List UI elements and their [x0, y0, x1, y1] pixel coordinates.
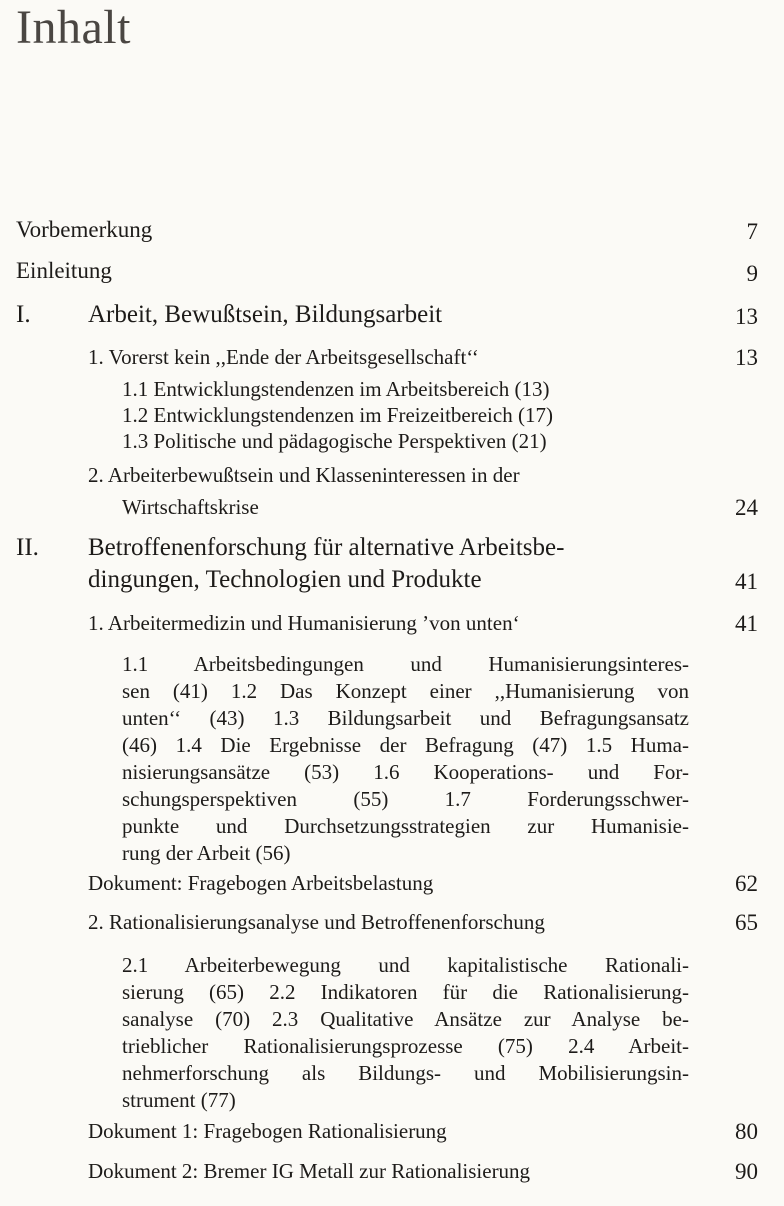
- subsection-entry: 1.1 Entwicklungstendenzen im Arbeitsbereich (13): [122, 377, 550, 401]
- part-title: Betroffenenforschung für alternative Arbeitsbe-: [88, 534, 565, 561]
- section-entry: 1. Arbeitermedizin und Humanisierung ’von unten‘: [88, 611, 520, 635]
- section-entry: 2. Rationalisierungsanalyse und Betroffenenforschung: [88, 910, 545, 934]
- part-numeral: I.: [16, 301, 31, 328]
- paragraph-line: sen (41) 1.2 Das Konzept einer ,,Humanisierung von: [122, 679, 689, 703]
- section-entry: 2. Arbeiterbewußtsein und Klasseninteressen in der: [88, 463, 520, 487]
- toc-page-number: 65: [735, 910, 758, 935]
- section-entry-continuation: Wirtschaftskrise: [122, 495, 259, 519]
- document-entry: Dokument: Fragebogen Arbeitsbelastung: [88, 871, 434, 895]
- paragraph-line: 2.1 Arbeiterbewegung und kapitalistische Rationali-: [122, 953, 689, 977]
- part-title: Arbeit, Bewußtsein, Bildungsarbeit: [88, 301, 443, 328]
- toc-page-number: 24: [735, 495, 758, 520]
- paragraph-line: (46) 1.4 Die Ergebnisse der Befragung (47) 1.5 Huma-: [122, 733, 689, 757]
- toc-entry-vorbemerkung: Vorbemerkung: [16, 217, 153, 242]
- toc-page-number: 9: [746, 261, 758, 286]
- toc-page-number: 90: [735, 1159, 758, 1184]
- part-title-continuation: dingungen, Technologien und Produkte: [88, 566, 482, 593]
- paragraph-line: strument (77): [122, 1088, 236, 1112]
- paragraph-line: trieblicher Rationalisierungsprozesse (75) 2.4 Arbeit-: [122, 1034, 689, 1058]
- subsection-paragraph: [122, 952, 689, 1114]
- paragraph-line: nisierungsansätze (53) 1.6 Kooperations- und For-: [122, 760, 689, 784]
- paragraph-line: punkte und Durchsetzungsstrategien zur Humanisie-: [122, 814, 689, 838]
- paragraph-line: sanalyse (70) 2.3 Qualitative Ansätze zur Analyse be-: [122, 1007, 689, 1031]
- toc-entry-einleitung: Einleitung: [16, 258, 112, 283]
- paragraph-line: unten‘‘ (43) 1.3 Bildungsarbeit und Befragungsansatz: [122, 706, 689, 730]
- toc-page-number: 13: [735, 345, 758, 370]
- toc-page-number: 62: [735, 871, 758, 896]
- section-entry: 1. Vorerst kein ,,Ende der Arbeitsgesellschaft‘‘: [88, 345, 479, 369]
- toc-page-number: 80: [735, 1119, 758, 1144]
- toc-page-number: 7: [746, 219, 758, 244]
- subsection-entry: 1.2 Entwicklungstendenzen im Freizeitbereich (17): [122, 403, 553, 427]
- toc-page-number: 41: [735, 611, 758, 636]
- toc-page-number: 41: [735, 569, 758, 594]
- paragraph-line: rung der Arbeit (56): [122, 841, 291, 865]
- toc-page-number: 13: [735, 304, 758, 329]
- document-entry: Dokument 2: Bremer IG Metall zur Rationalisierung: [88, 1159, 531, 1183]
- subsection-entry: 1.3 Politische und pädagogische Perspektiven (21): [122, 429, 547, 453]
- paragraph-line: 1.1 Arbeitsbedingungen und Humanisierungsinteres-: [122, 652, 689, 676]
- part-numeral: II.: [16, 534, 39, 561]
- paragraph-line: schungsperspektiven (55) 1.7 Forderungsschwer-: [122, 787, 689, 811]
- subsection-paragraph: [122, 651, 689, 867]
- paragraph-line: nehmerforschung als Bildungs- und Mobilisierungsin-: [122, 1061, 689, 1085]
- paragraph-line: sierung (65) 2.2 Indikatoren für die Rationalisierung-: [122, 980, 689, 1004]
- page-title: Inhalt: [16, 1, 131, 54]
- document-entry: Dokument 1: Fragebogen Rationalisierung: [88, 1119, 447, 1143]
